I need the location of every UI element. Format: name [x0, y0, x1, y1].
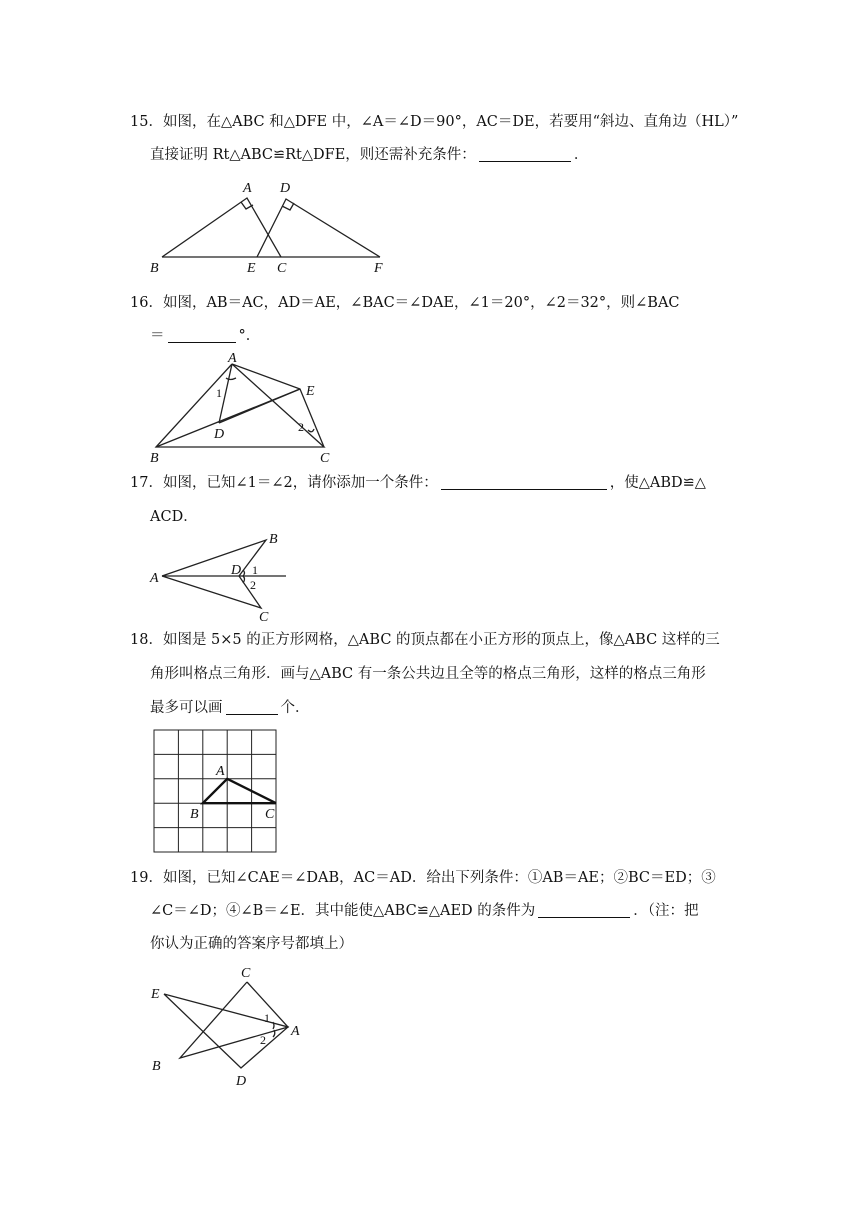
q19-text-2: ∠C＝∠D；④∠B＝∠E．其中能使△ABC≌△AED 的条件为 — [150, 903, 536, 919]
q19-number: 19． — [130, 870, 163, 886]
q18-figure — [150, 726, 282, 856]
q19-label-c: C — [241, 966, 251, 981]
q16-line-2 — [150, 326, 260, 346]
q17-label-2: 2 — [250, 578, 256, 592]
q18-number: 18． — [130, 632, 163, 648]
q19-triangle-abc — [180, 982, 288, 1058]
q15-label-d: D — [280, 181, 291, 196]
q18-label-c: C — [265, 807, 275, 822]
q18-line-1 — [130, 630, 720, 650]
q19-figure — [140, 960, 320, 1090]
q15-figure — [140, 176, 400, 276]
q18-label-a: A — [216, 764, 225, 779]
q19-label-a: A — [291, 1024, 300, 1039]
q18-line-3 — [150, 698, 310, 718]
q16-label-e: E — [306, 384, 315, 399]
q15-label-e: E — [247, 261, 256, 276]
q16-text-1: 如图，AB＝AC，AD＝AE，∠BAC＝∠DAE，∠1＝20°，∠2＝32°，则∠BAC — [162, 295, 680, 311]
q15-answer-blank[interactable] — [479, 145, 571, 162]
q19-line-1 — [130, 868, 716, 888]
q19-line-2 — [150, 901, 699, 921]
q17-angle-2-arc — [243, 576, 245, 583]
q15-right-angle-a — [241, 202, 253, 209]
q16-text-2: ＝ — [150, 328, 165, 344]
q18-text-2: 角形叫格点三角形．画与△ABC 有一条公共边且全等的格点三角形，这样的格点三角形 — [150, 666, 706, 682]
q15-line-1 — [130, 112, 738, 132]
q17-label-a: A — [150, 571, 159, 586]
q19-answer-blank[interactable] — [538, 901, 630, 918]
q18-tail: 个． — [280, 700, 310, 716]
q17-answer-blank[interactable] — [441, 473, 607, 490]
q16-label-a: A — [228, 351, 237, 366]
q16-number: 16． — [130, 295, 163, 311]
q15-label-b: B — [150, 261, 159, 276]
q19-label-e: E — [151, 987, 160, 1002]
q16-angle-2-arc — [308, 429, 314, 432]
q18-answer-blank[interactable] — [226, 698, 278, 715]
q17-line-2 — [150, 507, 198, 527]
q15-label-f: F — [374, 261, 383, 276]
q17-label-d: D — [231, 563, 242, 578]
q16-line-1 — [130, 293, 680, 313]
q16-label-d: D — [214, 427, 225, 442]
q16-label-c: C — [320, 451, 330, 466]
q15-line-2 — [150, 145, 588, 165]
q17-figure — [140, 528, 300, 624]
q19-text-1: 如图，已知∠CAE＝∠DAB，AC＝AD．给出下列条件：①AB＝AE；②BC＝ED；③ — [162, 870, 716, 886]
q17-triangle-acd — [162, 576, 261, 608]
q18-triangle-abc — [203, 779, 276, 803]
q15-label-c: C — [277, 261, 287, 276]
q17-triangle-abd — [162, 540, 266, 576]
q15-number: 15． — [130, 114, 163, 130]
q17-angle-1-arc — [243, 570, 245, 576]
q18-text-1: 如图是 5×5 的正方形网格，△ABC 的顶点都在小正方形的顶点上，像△ABC 这样的三 — [162, 632, 720, 648]
q17-line-1 — [130, 473, 706, 493]
q17-label-1: 1 — [252, 563, 258, 577]
q15-tail: ． — [573, 147, 589, 163]
q18-label-b: B — [190, 807, 199, 822]
q19-label-1: 1 — [264, 1011, 270, 1025]
q16-triangle-abc — [156, 364, 324, 447]
q19-label-2: 2 — [260, 1033, 266, 1047]
q16-angle-1-arc — [226, 378, 236, 380]
q19-angle-1-arc — [273, 1022, 274, 1029]
q16-label-1: 1 — [216, 386, 222, 400]
q19-text-3: 你认为正确的答案序号都填上） — [150, 936, 353, 952]
q17-label-c: C — [259, 610, 269, 624]
q17-mid-tail: ，使△ABD≌△ — [609, 475, 706, 491]
q16-label-2: 2 — [298, 420, 304, 434]
q15-label-a: A — [243, 181, 252, 196]
q15-text-2: 直接证明 Rt△ABC≌Rt△DFE，则还需补充条件： — [150, 147, 476, 163]
q15-triangle-abc — [162, 198, 281, 257]
q16-figure — [140, 348, 340, 468]
q18-line-2 — [150, 664, 706, 684]
q19-line-3 — [150, 934, 353, 954]
q19-tail: ．（注：把 — [633, 903, 699, 919]
q19-label-b: B — [152, 1059, 161, 1074]
q18-text-3: 最多可以画 — [150, 700, 223, 716]
q16-tail: °． — [238, 328, 261, 344]
q17-number: 17． — [130, 475, 163, 491]
q16-label-b: B — [150, 451, 159, 466]
q16-segment-de — [219, 389, 300, 423]
q15-text-1: 如图，在△ABC 和△DFE 中，∠A＝∠D＝90°，AC＝DE，若要用“斜边、直角边（HL）” — [162, 114, 739, 130]
q17-text-1: 如图，已知∠1＝∠2，请你添加一个条件： — [162, 475, 438, 491]
q16-answer-blank[interactable] — [168, 326, 236, 343]
q17-label-b: B — [269, 532, 278, 547]
q17-text-2: ACD． — [150, 509, 198, 525]
q19-label-d: D — [236, 1074, 247, 1089]
